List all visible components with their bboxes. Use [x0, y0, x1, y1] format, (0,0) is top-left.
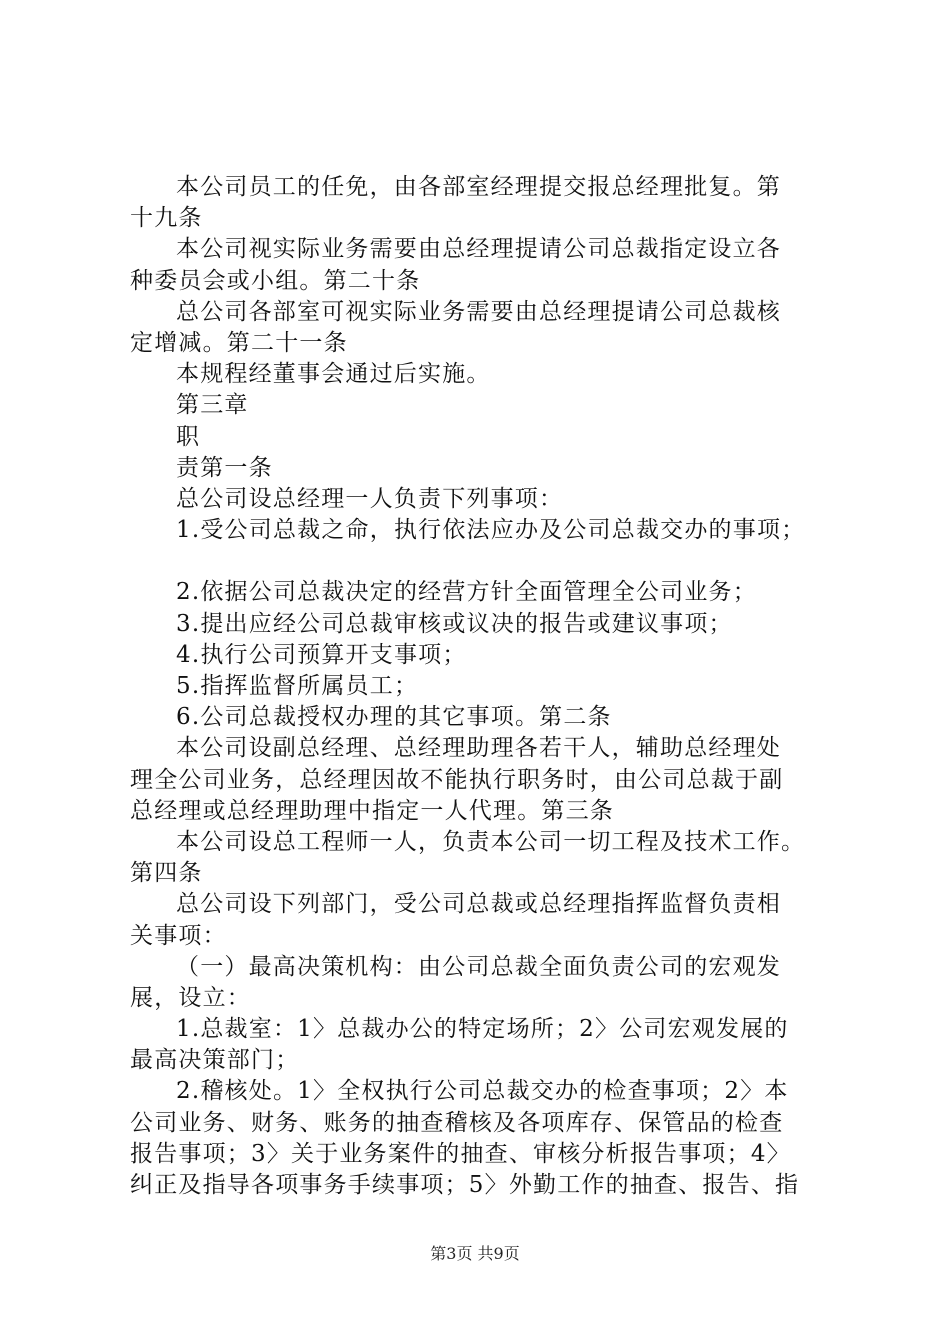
- text-line: 理全公司业务，总经理因故不能执行职务时，由公司总裁于副: [130, 766, 784, 793]
- blank-line: [130, 546, 840, 577]
- text-line: 第四条: [130, 860, 203, 887]
- text-line: 6.公司总裁授权办理的其它事项。第二条: [176, 704, 612, 731]
- text-line: 定增减。第二十一条: [130, 329, 348, 356]
- chapter-heading: 第三章: [176, 392, 249, 419]
- text-line: 本规程经董事会通过后实施。: [176, 361, 491, 388]
- text-line: 1.受公司总裁之命，执行依法应办及公司总裁交办的事项；: [176, 517, 806, 544]
- text-line: 展，设立：: [130, 984, 251, 1011]
- text-line: 总经理或总经理助理中指定一人代理。第三条: [130, 797, 614, 824]
- text-line: 3.提出应经公司总裁审核或议决的报告或建议事项；: [176, 610, 733, 637]
- text-line: 责第一条: [176, 454, 273, 481]
- text-line: 十九条: [130, 205, 203, 232]
- text-line: 本公司设总工程师一人，负责本公司一切工程及技术工作。: [176, 828, 806, 855]
- text-line: 2.稽核处。1〉全权执行公司总裁交办的检查事项；2〉本: [176, 1078, 789, 1105]
- text-line: 公司业务、财务、账务的抽查稽核及各项库存、保管品的检查: [130, 1109, 784, 1136]
- text-line: 5.指挥监督所属员工；: [176, 673, 419, 699]
- text-line: 总公司设下列部门，受公司总裁或总经理指挥监督负责相: [176, 891, 781, 918]
- text-line: 报告事项；3〉关于业务案件的抽查、审核分析报告事项；4〉: [130, 1140, 791, 1167]
- text-line: 最高决策部门；: [130, 1047, 300, 1074]
- text-line: 本公司视实际业务需要由总经理提请公司总裁指定设立各: [176, 236, 781, 263]
- page-footer: [0, 1244, 950, 1264]
- text-line: 关事项：: [130, 922, 227, 949]
- text-line: 4.执行公司预算开支事项；: [176, 641, 467, 668]
- text-line: （一）最高决策机构：由公司总裁全面负责公司的宏观发: [176, 953, 781, 980]
- text-line: 1.总裁室：1〉总裁办公的特定场所；2〉公司宏观发展的: [176, 1016, 789, 1043]
- text-line: 总公司设总经理一人负责下列事项：: [176, 485, 564, 512]
- text-line: 职: [176, 423, 201, 450]
- text-line: 本公司设副总经理、总经理助理各若干人，辅助总经理处: [176, 735, 781, 762]
- page-number: 第3页 共9页: [430, 1244, 520, 1263]
- text-line: 本公司员工的任免，由各部室经理提交报总经理批复。第: [176, 174, 781, 200]
- text-line: 种委员会或小组。第二十条: [130, 267, 421, 294]
- document-body: [130, 172, 840, 1201]
- text-line: 2.依据公司总裁决定的经营方针全面管理全公司业务；: [176, 579, 757, 606]
- text-line: 纠正及指导各项事务手续事项；5〉外勤工作的抽查、报告、指: [130, 1172, 800, 1198]
- text-line: 总公司各部室可视实际业务需要由总经理提请公司总裁核: [176, 298, 781, 325]
